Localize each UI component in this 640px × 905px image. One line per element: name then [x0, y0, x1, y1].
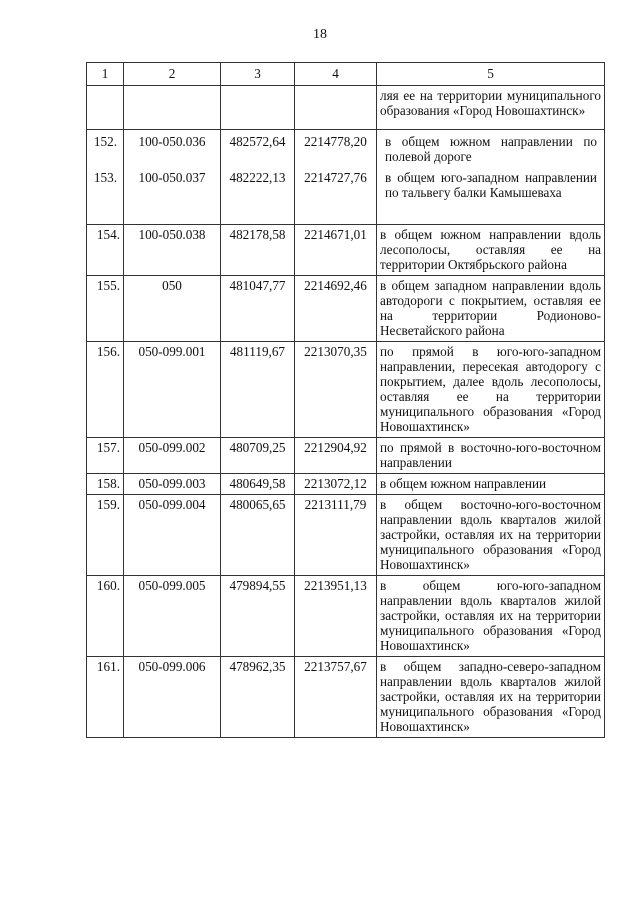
direction-description: в общем южном направлении по полевой дороге — [385, 134, 597, 164]
y-coordinate: 2214671,01 — [295, 225, 377, 276]
direction-description: в общем юго-западном направлении по тальвегу балки Камышеваха — [385, 170, 597, 200]
direction-description-cell — [377, 130, 605, 225]
x-coordinate: 481047,77 — [221, 276, 295, 342]
table-row — [87, 276, 605, 342]
point-code: 100-050.036 — [138, 134, 206, 149]
table-row — [87, 438, 605, 474]
direction-description: в общем западно-северо-западном направлении вдоль кварталов жилой застройки, оставляя их на территории муниципального образования «Город Новошахтинск» — [377, 657, 605, 738]
row-number: 156. — [87, 342, 124, 438]
column-header: 5 — [377, 63, 605, 86]
table-cell — [87, 86, 124, 130]
y-coordinate: 2214727,76 — [304, 170, 367, 185]
point-code: 050-099.006 — [124, 657, 221, 738]
row-number: 157. — [87, 438, 124, 474]
x-coordinate: 478962,35 — [221, 657, 295, 738]
point-code-cell — [124, 130, 221, 225]
column-header: 4 — [295, 63, 377, 86]
x-coordinate-cell — [221, 130, 295, 225]
y-coordinate: 2214778,20 — [304, 134, 367, 149]
direction-description: в общем западном направлении вдоль автодороги с покрытием, оставляя ее на территории Родионово-Несветайского района — [377, 276, 605, 342]
row-number: 154. — [87, 225, 124, 276]
point-code: 050-099.002 — [124, 438, 221, 474]
page-number: 18 — [313, 27, 327, 42]
table-cell — [124, 86, 221, 130]
direction-description: в общем южном направлении — [377, 474, 605, 495]
row-number: 160. — [87, 576, 124, 657]
x-coordinate: 480649,58 — [221, 474, 295, 495]
y-coordinate: 2212904,92 — [295, 438, 377, 474]
x-coordinate: 482178,58 — [221, 225, 295, 276]
table-row — [87, 130, 605, 225]
table-header-row — [87, 63, 605, 86]
direction-description: по прямой в восточно-юго-восточном направлении — [377, 438, 605, 474]
column-header: 1 — [87, 63, 124, 86]
row-number: 159. — [87, 495, 124, 576]
table-row — [87, 576, 605, 657]
table-row — [87, 474, 605, 495]
boundary-points-table — [86, 62, 605, 738]
direction-description: в общем восточно-юго-восточном направлении вдоль кварталов жилой застройки, оставляя их на территории муниципального образования «Город Новошахтинск» — [377, 495, 605, 576]
table-cell — [295, 86, 377, 130]
x-coordinate: 482222,13 — [229, 170, 286, 185]
table-row — [87, 657, 605, 738]
row-number: 152. — [93, 134, 117, 149]
y-coordinate: 2213111,79 — [295, 495, 377, 576]
direction-description: в общем южном направлении вдоль лесополосы, оставляя ее на территории Октябрьского района — [377, 225, 605, 276]
continuation-text: ляя ее на территории муниципального образования «Город Новошахтинск» — [377, 86, 605, 130]
x-coordinate: 482572,64 — [229, 134, 286, 149]
direction-description: в общем юго-юго-западном направлении вдоль кварталов жилой застройки, оставляя их на территории муниципального образования «Город Новошахтинск» — [377, 576, 605, 657]
row-number: 158. — [87, 474, 124, 495]
x-coordinate: 480065,65 — [221, 495, 295, 576]
row-number: 153. — [93, 170, 117, 185]
table-row — [87, 342, 605, 438]
table-row — [87, 495, 605, 576]
table-cell — [221, 86, 295, 130]
column-header: 2 — [124, 63, 221, 86]
point-code: 050-099.005 — [124, 576, 221, 657]
x-coordinate: 481119,67 — [221, 342, 295, 438]
y-coordinate-cell — [295, 130, 377, 225]
x-coordinate: 479894,55 — [221, 576, 295, 657]
point-code: 050-099.004 — [124, 495, 221, 576]
row-number-cell — [87, 130, 124, 225]
table-row — [87, 225, 605, 276]
x-coordinate: 480709,25 — [221, 438, 295, 474]
y-coordinate: 2214692,46 — [295, 276, 377, 342]
point-code: 050 — [124, 276, 221, 342]
y-coordinate: 2213070,35 — [295, 342, 377, 438]
y-coordinate: 2213757,67 — [295, 657, 377, 738]
y-coordinate: 2213951,13 — [295, 576, 377, 657]
row-number: 155. — [87, 276, 124, 342]
continuation-row — [87, 86, 605, 130]
direction-description: по прямой в юго-юго-западном направлении, пересекая автодорогу с покрытием, далее вдоль лесополосы, оставляя ее на территории муниципального образования «Город Новошахтинск» — [377, 342, 605, 438]
column-header: 3 — [221, 63, 295, 86]
y-coordinate: 2213072,12 — [295, 474, 377, 495]
point-code: 050-099.003 — [124, 474, 221, 495]
point-code: 100-050.037 — [138, 170, 206, 185]
point-code: 050-099.001 — [124, 342, 221, 438]
point-code: 100-050.038 — [124, 225, 221, 276]
row-number: 161. — [87, 657, 124, 738]
